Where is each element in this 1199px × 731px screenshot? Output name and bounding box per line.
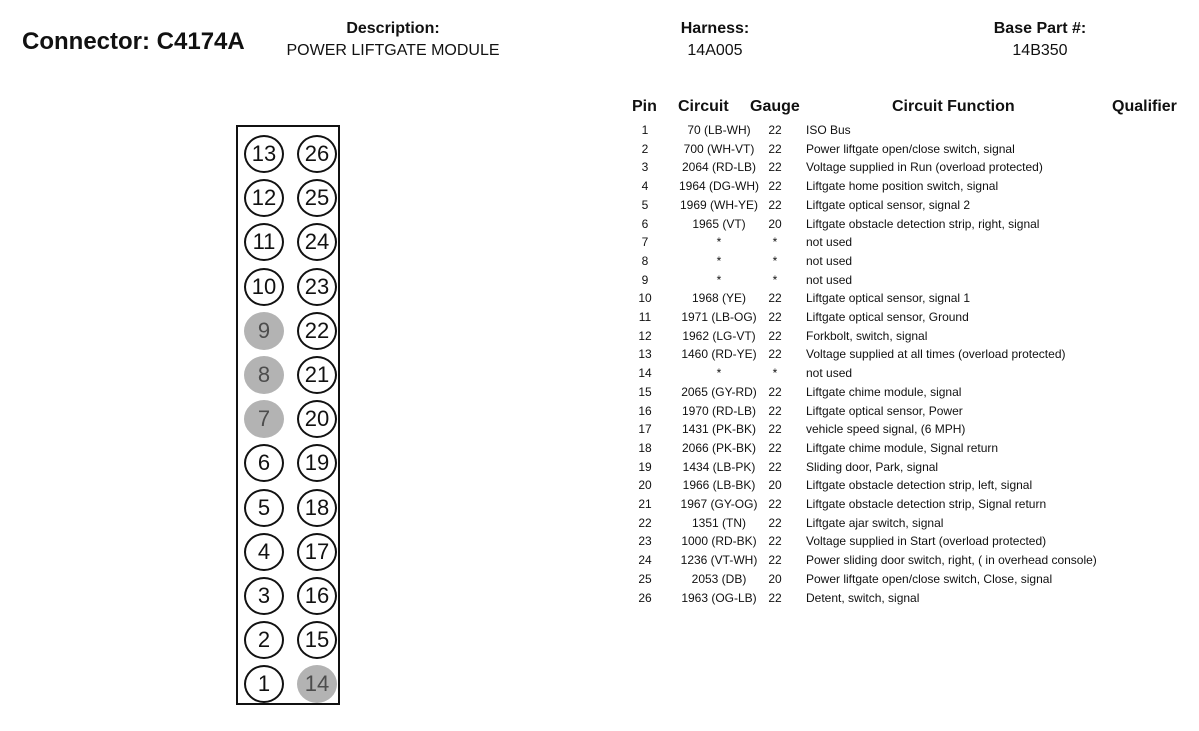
- cell-circuit-function: Liftgate optical sensor, Ground: [806, 310, 969, 324]
- cell-circuit-function: Voltage supplied in Run (overload protected): [806, 160, 1043, 175]
- cell-gauge: *: [772, 253, 778, 268]
- cell-pin: 16: [638, 403, 652, 418]
- connector-title: Connector: C4174A: [22, 28, 245, 55]
- cell-circuit: 2064 (RD-LB): [681, 160, 757, 175]
- cell-circuit: 1966 (LB-BK): [682, 478, 756, 493]
- header-gauge: Gauge: [750, 98, 800, 115]
- base-part-label: Base Part #:: [993, 20, 1087, 37]
- cell-circuit-function: Power liftgate open/close switch, Close, signal: [806, 571, 1053, 586]
- cell-gauge: 22: [768, 179, 782, 194]
- cell-gauge: *: [772, 366, 778, 381]
- cell-pin: 17: [638, 422, 652, 437]
- pin-7: 7: [244, 400, 284, 438]
- cell-circuit-function: ISO Bus: [806, 123, 851, 137]
- cell-pin: 15: [638, 384, 652, 399]
- cell-gauge: 22: [768, 497, 782, 511]
- cell-gauge: 22: [768, 197, 782, 212]
- pin-9: 9: [244, 312, 284, 350]
- description-value: POWER LIFTGATE MODULE: [286, 42, 500, 59]
- cell-pin: 6: [641, 216, 649, 231]
- cell-circuit-function: Liftgate obstacle detection strip, left, signal: [806, 478, 1033, 493]
- pin-18: 18: [297, 489, 337, 527]
- cell-pin: 21: [638, 497, 652, 511]
- cell-gauge: 22: [768, 422, 782, 437]
- base-part-value: 14B350: [1012, 42, 1068, 59]
- cell-circuit-function: Liftgate home position switch, signal: [806, 179, 999, 194]
- cell-gauge: 22: [768, 291, 782, 306]
- cell-gauge: 22: [768, 553, 782, 568]
- pin-15: 15: [297, 621, 337, 659]
- pin-21: 21: [297, 356, 337, 394]
- cell-circuit-function: Forkbolt, switch, signal: [806, 328, 928, 343]
- header-circuit-function: Circuit Function: [892, 98, 1015, 115]
- header-pin: Pin: [632, 98, 657, 115]
- pin-6: 6: [244, 444, 284, 482]
- cell-circuit-function: not used: [806, 235, 853, 250]
- cell-circuit-function: Liftgate optical sensor, Power: [806, 403, 963, 418]
- cell-pin: 20: [638, 478, 652, 493]
- cell-gauge: *: [772, 272, 778, 287]
- cell-circuit-function: Power liftgate open/close switch, signal: [806, 141, 1015, 156]
- pin-8: 8: [244, 356, 284, 394]
- cell-circuit-function: Liftgate chime module, signal: [806, 384, 962, 399]
- pin-23: 23: [297, 268, 337, 306]
- cell-pin: 1: [641, 123, 649, 137]
- cell-circuit: 1434 (LB-PK): [682, 459, 756, 474]
- cell-circuit: 700 (WH-VT): [683, 141, 755, 156]
- cell-gauge: 22: [768, 590, 782, 605]
- cell-gauge: 22: [768, 459, 782, 474]
- cell-circuit-function: Sliding door, Park, signal: [806, 459, 939, 474]
- cell-circuit: 1968 (YE): [691, 291, 747, 306]
- cell-circuit: 1351 (TN): [691, 515, 747, 530]
- cell-circuit: 1236 (VT-WH): [680, 553, 758, 568]
- cell-pin: 5: [641, 197, 649, 212]
- cell-circuit: 1460 (RD-YE): [681, 347, 757, 362]
- cell-gauge: 22: [768, 440, 782, 455]
- cell-circuit: 1969 (WH-YE): [679, 197, 759, 212]
- cell-pin: 9: [641, 272, 649, 287]
- pin-11: 11: [244, 223, 284, 261]
- description-label: Description:: [346, 20, 440, 37]
- cell-circuit: 2066 (PK-BK): [681, 440, 757, 455]
- pin-26: 26: [297, 135, 337, 173]
- cell-circuit: *: [716, 272, 722, 287]
- cell-gauge: 22: [768, 347, 782, 362]
- cell-circuit: 1000 (RD-BK): [681, 534, 757, 549]
- cell-circuit-function: not used: [806, 366, 853, 381]
- cell-gauge: 22: [768, 515, 782, 530]
- cell-circuit: 2053 (DB): [691, 571, 747, 586]
- cell-pin: 2: [641, 141, 649, 156]
- pin-25: 25: [297, 179, 337, 217]
- pin-4: 4: [244, 533, 284, 571]
- cell-circuit: 1431 (PK-BK): [681, 422, 757, 437]
- pin-14: 14: [297, 665, 337, 703]
- cell-pin: 12: [638, 328, 652, 343]
- pin-24: 24: [297, 223, 337, 261]
- cell-pin: 26: [638, 590, 652, 605]
- base-part-block: [960, 20, 1120, 60]
- cell-gauge: 20: [768, 478, 782, 493]
- pin-10: 10: [244, 268, 284, 306]
- cell-pin: 13: [638, 347, 652, 362]
- header-circuit: Circuit: [678, 98, 729, 115]
- pin-17: 17: [297, 533, 337, 571]
- cell-circuit-function: Power sliding door switch, right, ( in overhead console): [806, 553, 1097, 568]
- cell-pin: 4: [641, 179, 649, 194]
- cell-circuit: 2065 (GY-RD): [681, 384, 757, 399]
- header-qualifier: Qualifier: [1112, 98, 1177, 115]
- description-block: [282, 20, 504, 60]
- harness-label: Harness:: [680, 20, 750, 37]
- cell-gauge: 22: [768, 160, 782, 175]
- cell-pin: 14: [638, 366, 652, 381]
- cell-circuit: 1962 (LG-VT): [682, 328, 756, 343]
- cell-gauge: 22: [768, 310, 782, 324]
- cell-pin: 22: [638, 515, 652, 530]
- cell-pin: 3: [641, 160, 649, 175]
- cell-gauge: 20: [768, 216, 782, 231]
- pin-19: 19: [297, 444, 337, 482]
- cell-pin: 11: [638, 310, 652, 324]
- harness-value: 14A005: [687, 42, 743, 59]
- pin-16: 16: [297, 577, 337, 615]
- cell-circuit: *: [716, 253, 722, 268]
- pin-5: 5: [244, 489, 284, 527]
- pin-13: 13: [244, 135, 284, 173]
- pin-20: 20: [297, 400, 337, 438]
- cell-circuit-function: Liftgate obstacle detection strip, right, signal: [806, 216, 1040, 231]
- cell-gauge: 22: [768, 534, 782, 549]
- cell-gauge: 22: [768, 384, 782, 399]
- cell-circuit-function: not used: [806, 253, 853, 268]
- cell-gauge: 22: [768, 403, 782, 418]
- cell-pin: 18: [638, 440, 652, 455]
- cell-pin: 10: [638, 291, 652, 306]
- cell-circuit: 1965 (VT): [692, 216, 746, 231]
- pin-22: 22: [297, 312, 337, 350]
- cell-circuit: 1963 (OG-LB): [681, 590, 757, 605]
- cell-gauge: 22: [768, 141, 782, 156]
- cell-circuit-function: Voltage supplied in Start (overload protected): [806, 534, 1047, 549]
- cell-pin: 7: [641, 235, 649, 250]
- cell-circuit: 1967 (GY-OG): [680, 497, 758, 511]
- cell-circuit-function: Liftgate optical sensor, signal 2: [806, 197, 971, 212]
- cell-pin: 25: [638, 571, 652, 586]
- cell-circuit-function: Liftgate chime module, Signal return: [806, 440, 999, 455]
- cell-circuit: 70 (LB-WH): [687, 123, 751, 137]
- cell-circuit-function: Liftgate obstacle detection strip, Signal return: [806, 497, 1047, 511]
- cell-circuit: 1970 (RD-LB): [681, 403, 757, 418]
- cell-circuit-function: Liftgate ajar switch, signal: [806, 515, 944, 530]
- cell-circuit-function: Voltage supplied at all times (overload protected): [806, 347, 1066, 362]
- cell-circuit-function: vehicle speed signal, (6 MPH): [806, 422, 966, 437]
- cell-pin: 8: [641, 253, 649, 268]
- cell-gauge: 22: [768, 328, 782, 343]
- cell-circuit: *: [716, 366, 722, 381]
- cell-circuit-function: Detent, switch, signal: [806, 590, 920, 605]
- pin-1: 1: [244, 665, 284, 703]
- cell-gauge: 22: [768, 123, 782, 137]
- cell-gauge: *: [772, 235, 778, 250]
- pin-12: 12: [244, 179, 284, 217]
- harness-block: [640, 20, 790, 60]
- cell-pin: 19: [638, 459, 652, 474]
- cell-circuit: 1964 (DG-WH): [678, 179, 759, 194]
- cell-pin: 24: [638, 553, 652, 568]
- connector-face: [236, 125, 340, 705]
- cell-circuit: 1971 (LB-OG): [681, 310, 757, 324]
- cell-pin: 23: [638, 534, 652, 549]
- pin-2: 2: [244, 621, 284, 659]
- pin-3: 3: [244, 577, 284, 615]
- cell-circuit: *: [716, 235, 722, 250]
- cell-circuit-function: Liftgate optical sensor, signal 1: [806, 291, 971, 306]
- cell-gauge: 20: [768, 571, 782, 586]
- cell-circuit-function: not used: [806, 272, 853, 287]
